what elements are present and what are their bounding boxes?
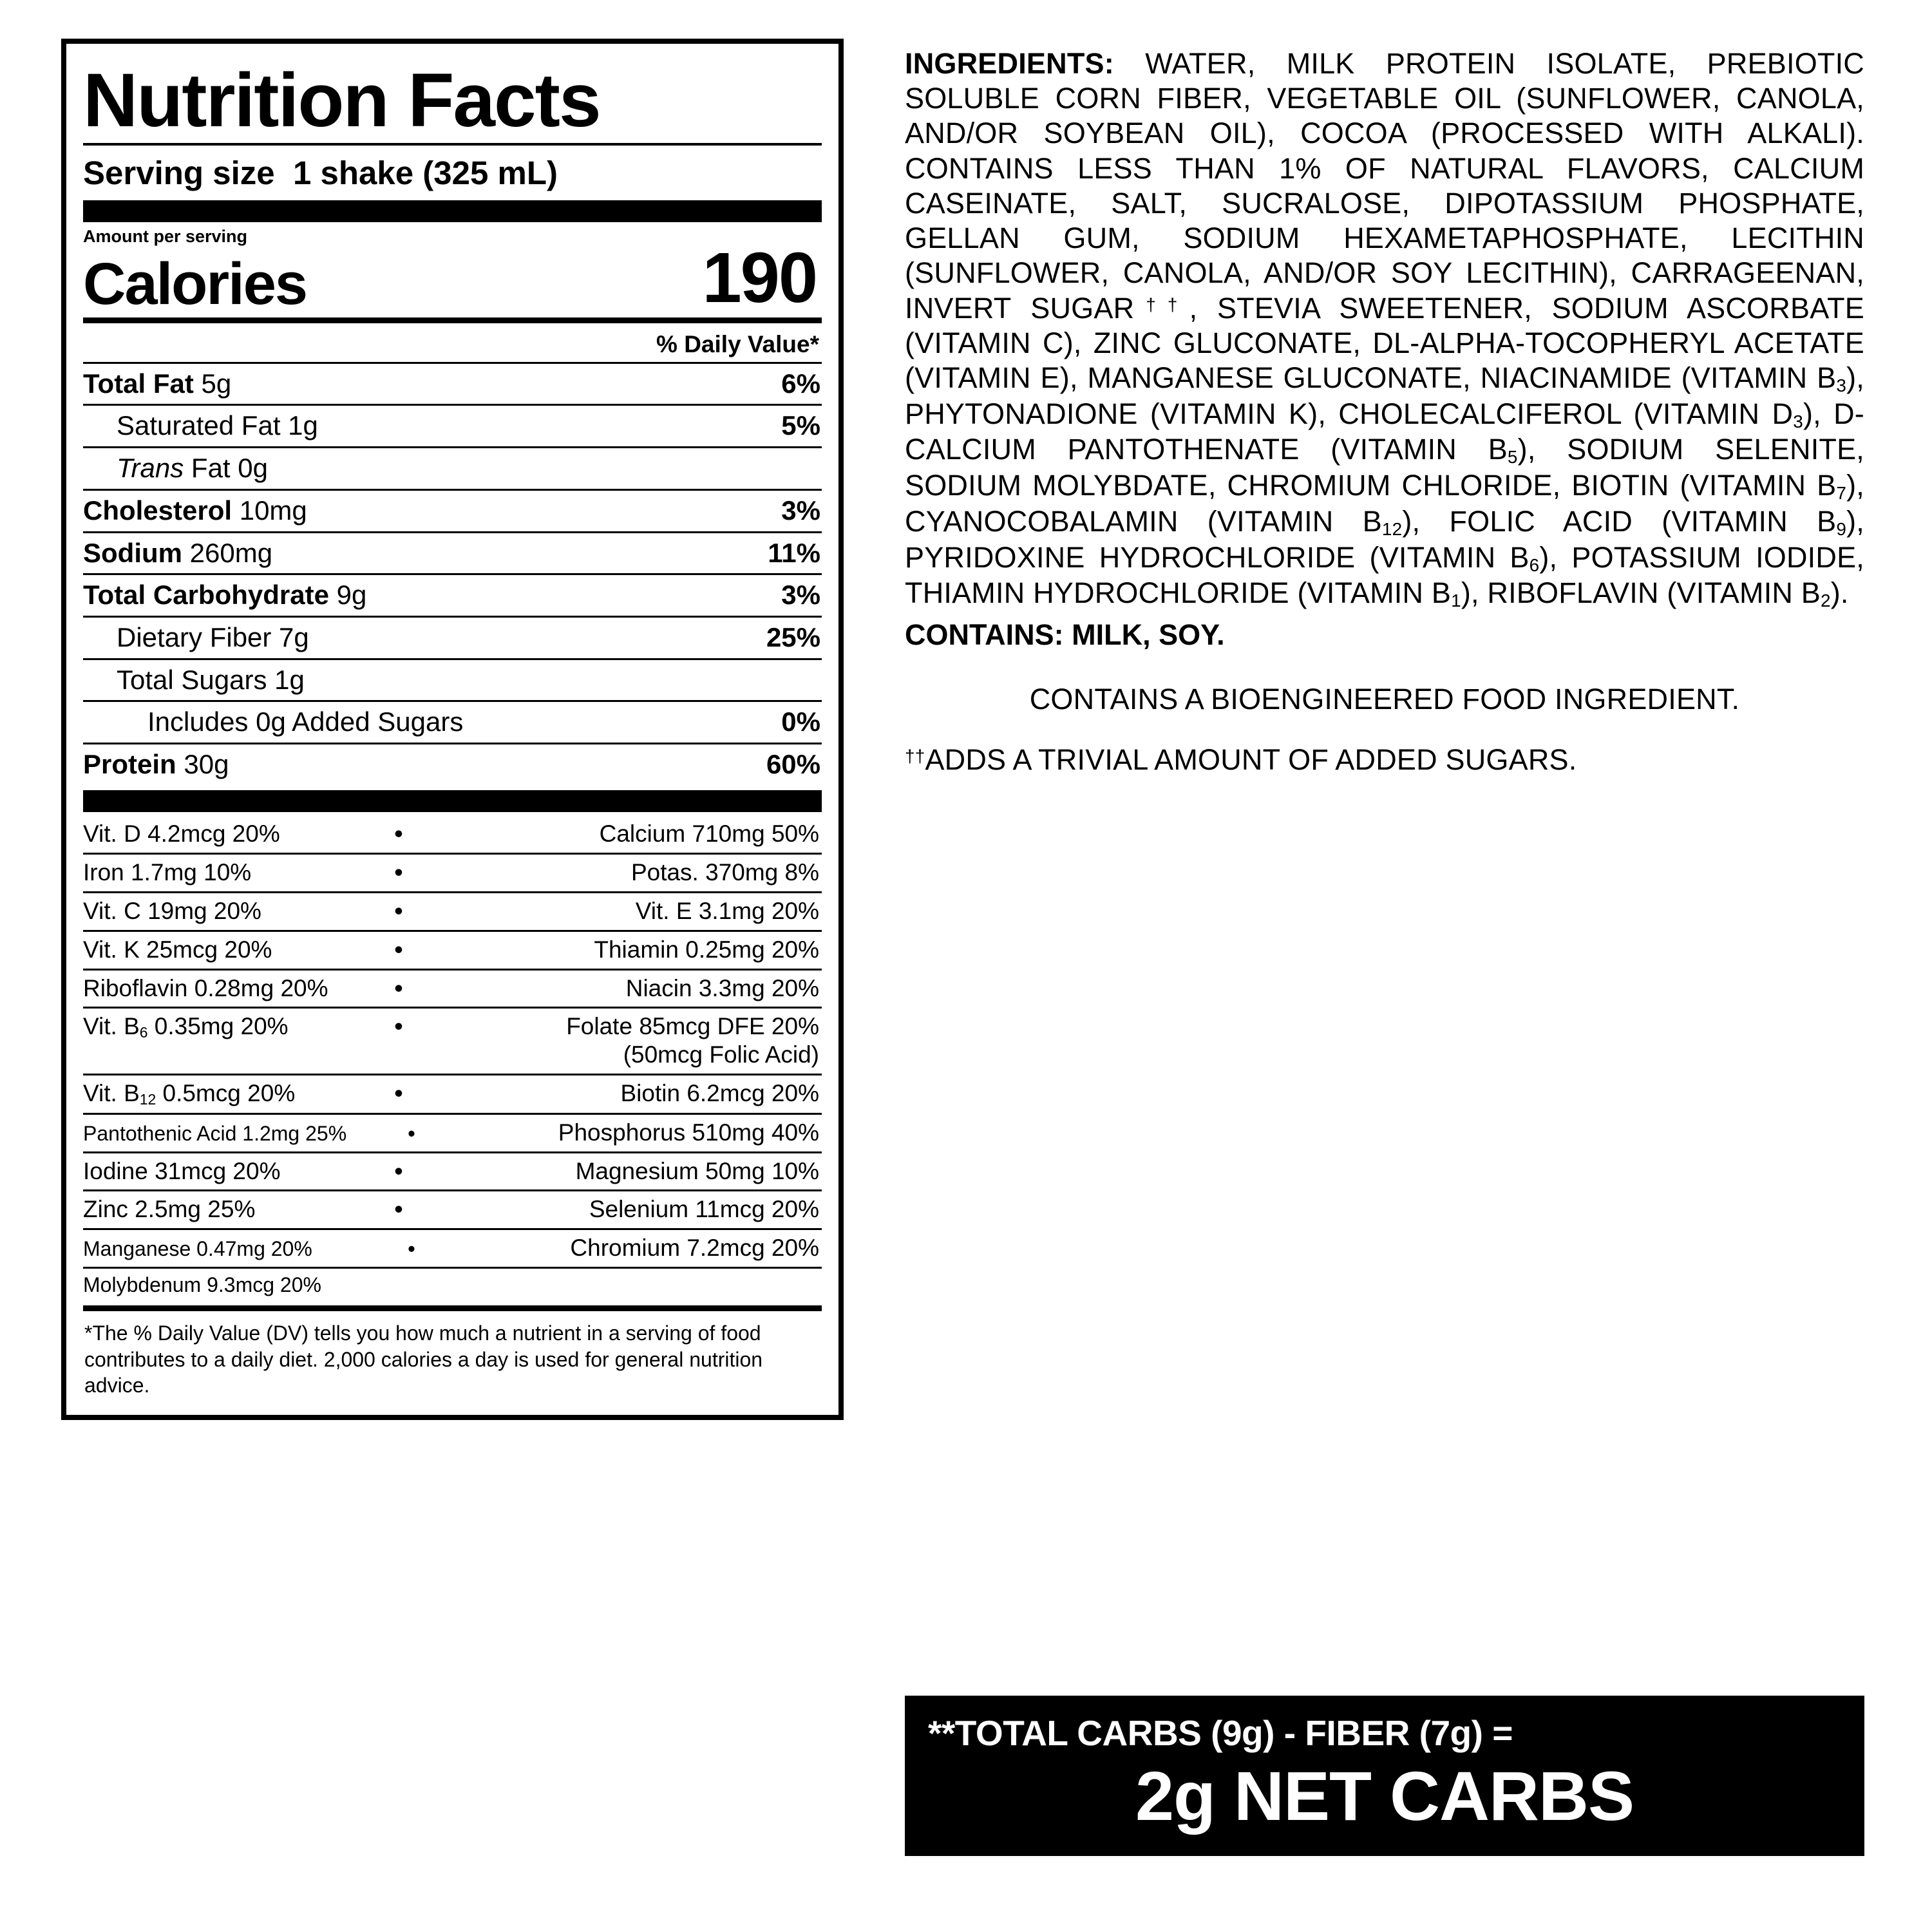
bullet-icon: • — [394, 858, 403, 886]
micronutrient-right: Selenium 11mcg 20% — [589, 1196, 819, 1223]
bullet-icon: • — [394, 1157, 403, 1184]
daily-value-header: % Daily Value* — [656, 330, 819, 357]
table-row — [83, 893, 822, 932]
micronutrient-right: Magnesium 50mg 10% — [575, 1157, 819, 1184]
ingredients-body: WATER, MILK PROTEIN ISOLATE, PREBIOTIC SOLUBLE CORN FIBER, VEGETABLE OIL (SUNFLOWER, CANOLA, AND/OR SOYBEAN OIL), COCOA (PROCESSED WITH ALKALI). CONTAINS LESS THAN 1% OF NATURAL FLAVORS, CALCIUM CASEINATE, SALT, SUCRALOSE, DIPOTASSIUM PHOSPHATE, GELLAN GUM, SODIUM HEXAMETAPHOSPHATE, LECITHIN (SUNFLOWER, CANOLA, AND/OR SOY LECITHIN), CARRAGEENAN, INVERT SUGAR††, STEVIA SWEETENER, SODIUM ASCORBATE (VITAMIN C), ZINC GLUCONATE, DL-ALPHA-TOCOPHERYL ACETATE (VITAMIN E), MANGANESE GLUCONATE, NIACINAMIDE (VITAMIN $B_3$), PHYTONADIONE (VITAMIN K), CHOLECALCIFEROL (VITAMIN $D_3$), D-CALCIUM PANTOTHENATE (VITAMIN $B_5$), SODIUM SELENITE, SODIUM MOLYBDATE, CHROMIUM CHLORIDE, BIOTIN (VITAMIN $B_7$), CYANOCOBALAMIN (VITAMIN $B_{12}$), FOLIC ACID (VITAMIN $B_9$), PYRIDOXINE HYDROCHLORIDE (VITAMIN $B_6$), POTASSIUM IODIDE, THIAMIN HYDROCHLORIDE (VITAMIN $B_1$), RIBOFLAVIN (VITAMIN $B_2$). — [905, 47, 1864, 611]
allergen-statement: CONTAINS: MILK, SOY. — [905, 618, 1225, 652]
micronutrient-table — [83, 816, 822, 1302]
micronutrient-left: Vit. D 4.2mcg 20% — [83, 820, 280, 847]
daily-value: 6% — [781, 368, 820, 399]
micronutrient-left: Vit. C 19mg 20% — [83, 897, 261, 924]
table-row — [83, 816, 822, 855]
micronutrient-right: Niacin 3.3mg 20% — [625, 974, 819, 1001]
daily-value: 11% — [768, 537, 820, 568]
micronutrient-right: Calcium 710mg 50% — [599, 820, 819, 847]
micronutrient-left: Molybdenum 9.3mcg 20% — [83, 1273, 321, 1297]
bullet-icon: • — [394, 974, 403, 1001]
table-row — [83, 1009, 822, 1075]
bullet-icon: • — [394, 936, 403, 963]
divider — [83, 317, 822, 323]
divider — [83, 143, 822, 146]
net-carbs-value: 2g NET CARBS — [1135, 1757, 1634, 1835]
micronutrient-left: Iodine 31mcg 20% — [83, 1157, 281, 1184]
micronutrient-right: Phosphorus 510mg 40% — [558, 1119, 819, 1146]
daily-value: 60% — [766, 749, 820, 780]
table-row: Cholesterol 10mg 3% — [83, 495, 820, 526]
micronutrient-right: Thiamin 0.25mg 20% — [594, 936, 819, 963]
table-row: Total Sugars 1g — [117, 664, 305, 695]
bullet-icon: • — [394, 1196, 403, 1223]
table-row: Includes 0g Added Sugars 0% — [147, 706, 820, 737]
micronutrient-right: Chromium 7.2mcg 20% — [570, 1235, 819, 1262]
bullet-icon: • — [394, 820, 403, 847]
table-row — [83, 1269, 822, 1302]
table-row: Sodium 260mg 11% — [83, 537, 820, 568]
amount-per-serving-label: Amount per serving — [83, 227, 248, 246]
table-row: Saturated Fat 1g 5% — [117, 410, 820, 441]
micronutrient-left: Vit. $B_{12}$ 0.5mcg 20% — [83, 1080, 296, 1108]
folate-subnote: (50mcg Folic Acid) — [623, 1041, 819, 1068]
daily-value-footnote: *The % Daily Value (DV) tells you how much a nutrient in a serving of food contributes to a daily diet. 2,000 calories a day is used for general nutrition advice. — [84, 1321, 763, 1397]
daily-value: 5% — [781, 410, 820, 441]
daily-value: 3% — [781, 580, 820, 611]
bullet-icon: • — [408, 1237, 415, 1261]
table-row — [83, 1075, 822, 1115]
bullet-icon: • — [394, 897, 403, 924]
calories-row — [83, 238, 822, 317]
bullet-icon: • — [394, 1013, 403, 1040]
trivial-sugars-note: ††ADDS A TRIVIAL AMOUNT OF ADDED SUGARS. — [905, 743, 1577, 777]
daily-value: 25% — [766, 622, 820, 652]
table-row: Trans Fat 0g — [117, 453, 268, 484]
table-row — [83, 1153, 822, 1192]
micronutrient-left: Pantothenic Acid 1.2mg 25% — [83, 1121, 347, 1145]
serving-size-line — [83, 155, 822, 193]
table-row — [83, 1230, 822, 1269]
micronutrient-right: Potas. 370mg 8% — [630, 858, 819, 886]
micronutrient-right: Vit. E 3.1mg 20% — [635, 897, 819, 924]
calories-value: 190 — [702, 238, 817, 317]
table-row — [83, 855, 822, 893]
nutrition-facts-panel — [61, 39, 844, 1420]
table-row: Total Carbohydrate 9g 3% — [83, 580, 820, 611]
thick-divider — [83, 200, 822, 222]
net-carbs-formula: **TOTAL CARBS (9g) - FIBER (7g) = — [928, 1713, 1513, 1754]
micronutrient-left: Iron 1.7mg 10% — [83, 858, 252, 886]
table-row: Protein 30g 60% — [83, 749, 820, 780]
micronutrient-left: Vit. K 25mcg 20% — [83, 936, 272, 963]
daily-value: 3% — [781, 495, 820, 526]
table-row — [83, 971, 822, 1009]
nutrition-facts-title: Nutrition Facts — [83, 58, 600, 143]
calories-label: Calories — [83, 251, 307, 317]
serving-size-value: 1 shake (325 mL) — [292, 155, 558, 192]
table-row — [83, 932, 822, 971]
micronutrient-right: Folate 85mcg DFE 20% — [566, 1013, 819, 1040]
ingredients-column — [889, 0, 1932, 1932]
daily-value: 0% — [781, 706, 820, 737]
micronutrient-left: Riboflavin 0.28mg 20% — [83, 974, 328, 1001]
table-row: Dietary Fiber 7g 25% — [117, 622, 820, 652]
ingredients-heading: INGREDIENTS: — [905, 47, 1114, 80]
table-row — [83, 1191, 822, 1230]
table-row: Total Fat 5g 6% — [83, 368, 820, 399]
divider — [83, 1305, 822, 1311]
nutrition-facts-column — [0, 0, 889, 1932]
bullet-icon: • — [408, 1121, 415, 1145]
net-carbs-callout — [905, 1696, 1864, 1856]
bioengineered-statement: CONTAINS A BIOENGINEERED FOOD INGREDIENT. — [1029, 683, 1740, 716]
thick-divider — [83, 790, 822, 812]
micronutrient-left: Vit. $B_6$ 0.35mg 20% — [83, 1013, 289, 1041]
micronutrient-right: Biotin 6.2mcg 20% — [620, 1080, 819, 1107]
micronutrient-left: Manganese 0.47mg 20% — [83, 1237, 312, 1261]
ingredients-paragraph — [905, 46, 1864, 612]
table-row — [83, 1115, 822, 1153]
micronutrient-left: Zinc 2.5mg 25% — [83, 1196, 256, 1223]
bullet-icon: • — [394, 1080, 403, 1107]
serving-size-label: Serving size — [83, 155, 275, 192]
